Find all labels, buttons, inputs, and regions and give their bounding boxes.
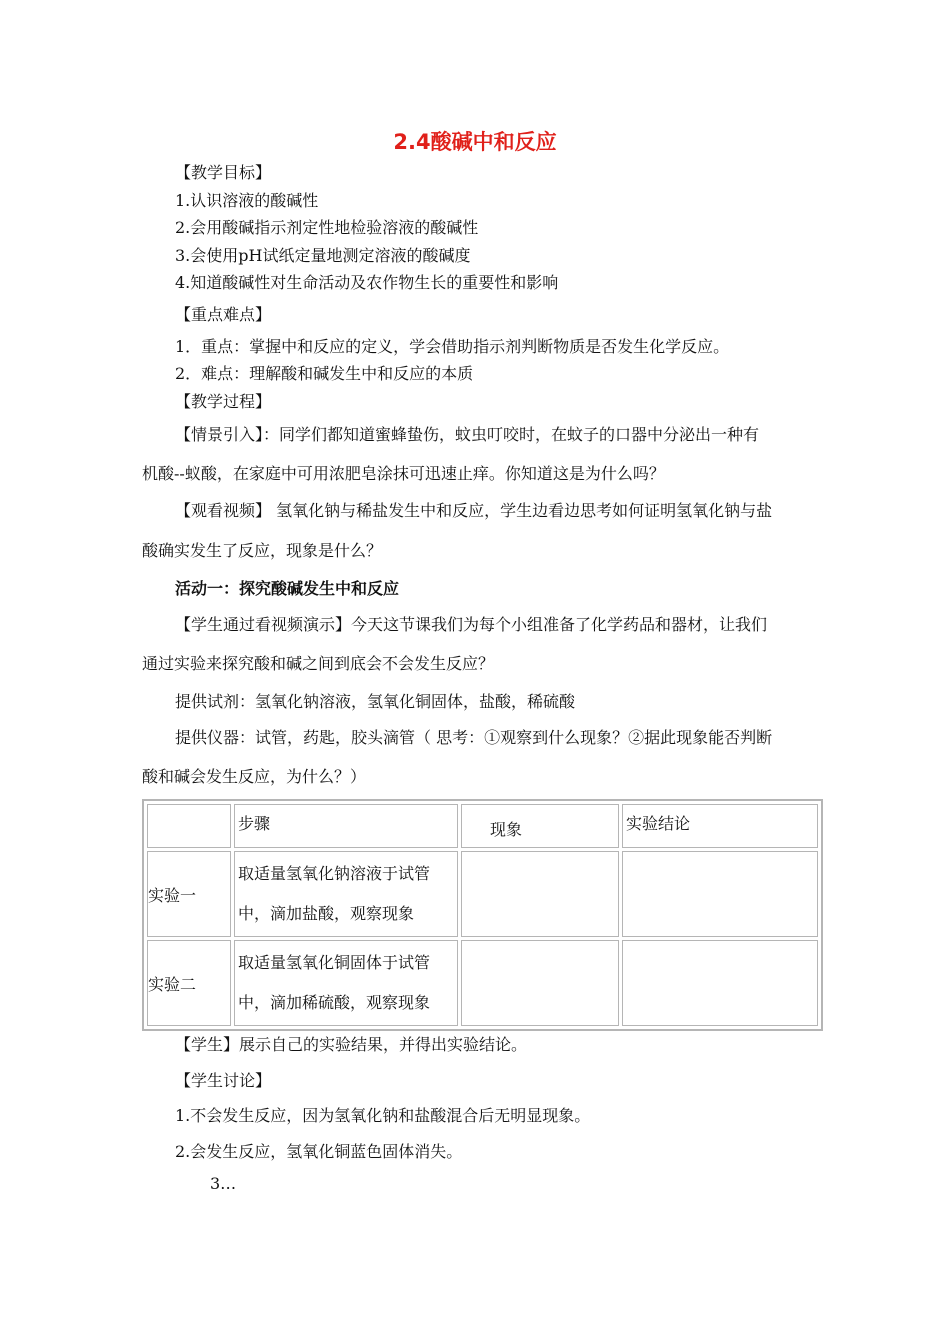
- header-conclusion: 实验结论: [626, 814, 691, 833]
- keypoint-item: 1．重点：掌握中和反应的定义，学会借助指示剂判断物质是否发生化学反应。: [175, 337, 730, 356]
- step-text: [235, 941, 457, 1025]
- student-result-line: 【学生】展示自己的实验结果，并得出实验结论。: [175, 1035, 528, 1054]
- keypoints-heading: 【重点难点】: [175, 305, 272, 324]
- instruments-line: 提供仪器：试管，药匙，胶头滴管（ 思考：①观察到什么现象？②据此现象能否判断: [175, 728, 773, 747]
- video-line: 酸确实发生了反应，现象是什么？: [142, 541, 383, 560]
- objective-item: 1.认识溶液的酸碱性: [175, 191, 319, 210]
- objective-item: 3.会使用pH试纸定量地测定溶液的酸碱度: [175, 246, 471, 265]
- row-phenomenon-cell: [461, 851, 619, 937]
- step-line: 取适量氢氧化钠溶液于试管: [238, 864, 431, 883]
- intro-line: 【情景引入】：同学们都知道蜜蜂蛰伤，蚊虫叮咬时，在蚊子的口器中分泌出一种有: [175, 425, 760, 444]
- student-line: 【学生通过看视频演示】今天这节课我们为每个小组准备了化学药品和器材，让我们: [175, 615, 768, 634]
- discussion-item: 1.不会发生反应，因为氢氧化钠和盐酸混合后无明显现象。: [175, 1106, 591, 1125]
- student-line: 通过实验来探究酸和碱之间到底会不会发生反应？: [142, 654, 495, 673]
- objectives-heading: 【教学目标】: [175, 163, 272, 182]
- step-line: 取适量氢氧化铜固体于试管: [238, 953, 431, 972]
- experiment-name: 实验二: [148, 974, 197, 994]
- row-conclusion-cell: [622, 940, 818, 1026]
- ellipsis-item: 3…: [210, 1174, 237, 1193]
- row-name-cell: [147, 940, 231, 1026]
- discussion-heading: 【学生讨论】: [175, 1071, 272, 1090]
- step-line: 中，滴加盐酸，观察现象: [238, 904, 415, 923]
- activity-title: 活动一：探究酸碱发生中和反应: [175, 579, 400, 598]
- row-step-cell: [234, 940, 458, 1026]
- objective-item: 4.知道酸碱性对生命活动及农作物生长的重要性和影响: [175, 273, 559, 292]
- row-phenomenon-cell: [461, 940, 619, 1026]
- row-step-cell: [234, 851, 458, 937]
- video-line: 【观看视频】 氢氧化钠与稀盐发生中和反应，学生边看边思考如何证明氢氧化钠与盐: [175, 501, 773, 520]
- table-header-cell: [622, 804, 818, 848]
- step-text: [235, 852, 457, 936]
- keypoint-item: 2．难点：理解酸和碱发生中和反应的本质: [175, 364, 474, 383]
- document-title: 2.4酸碱中和反应: [393, 130, 557, 154]
- table-header-cell: [461, 804, 619, 848]
- table-row: [147, 851, 818, 937]
- table-header-cell: [147, 804, 231, 848]
- table-header-cell: [234, 804, 458, 848]
- row-conclusion-cell: [622, 851, 818, 937]
- step-line: 中，滴加稀硫酸，观察现象: [238, 993, 431, 1012]
- header-steps: 步骤: [238, 814, 271, 833]
- experiment-name: 实验一: [148, 885, 197, 905]
- table-row: [147, 940, 818, 1026]
- intro-line: 机酸--蚁酸，在家庭中可用浓肥皂涂抹可迅速止痒。你知道这是为什么吗？: [142, 464, 665, 483]
- experiment-table: [142, 799, 823, 1031]
- process-heading: 【教学过程】: [175, 392, 272, 411]
- row-name-cell: [147, 851, 231, 937]
- reagents-line: 提供试剂：氢氧化钠溶液，氢氧化铜固体，盐酸，稀硫酸: [175, 692, 576, 711]
- table-header-row: [147, 804, 818, 848]
- discussion-item: 2.会发生反应，氢氧化铜蓝色固体消失。: [175, 1142, 463, 1161]
- objective-item: 2.会用酸碱指示剂定性地检验溶液的酸碱性: [175, 218, 479, 237]
- header-phenomenon: 现象: [490, 820, 523, 839]
- instruments-line: 酸和碱会发生反应，为什么？）: [142, 767, 367, 786]
